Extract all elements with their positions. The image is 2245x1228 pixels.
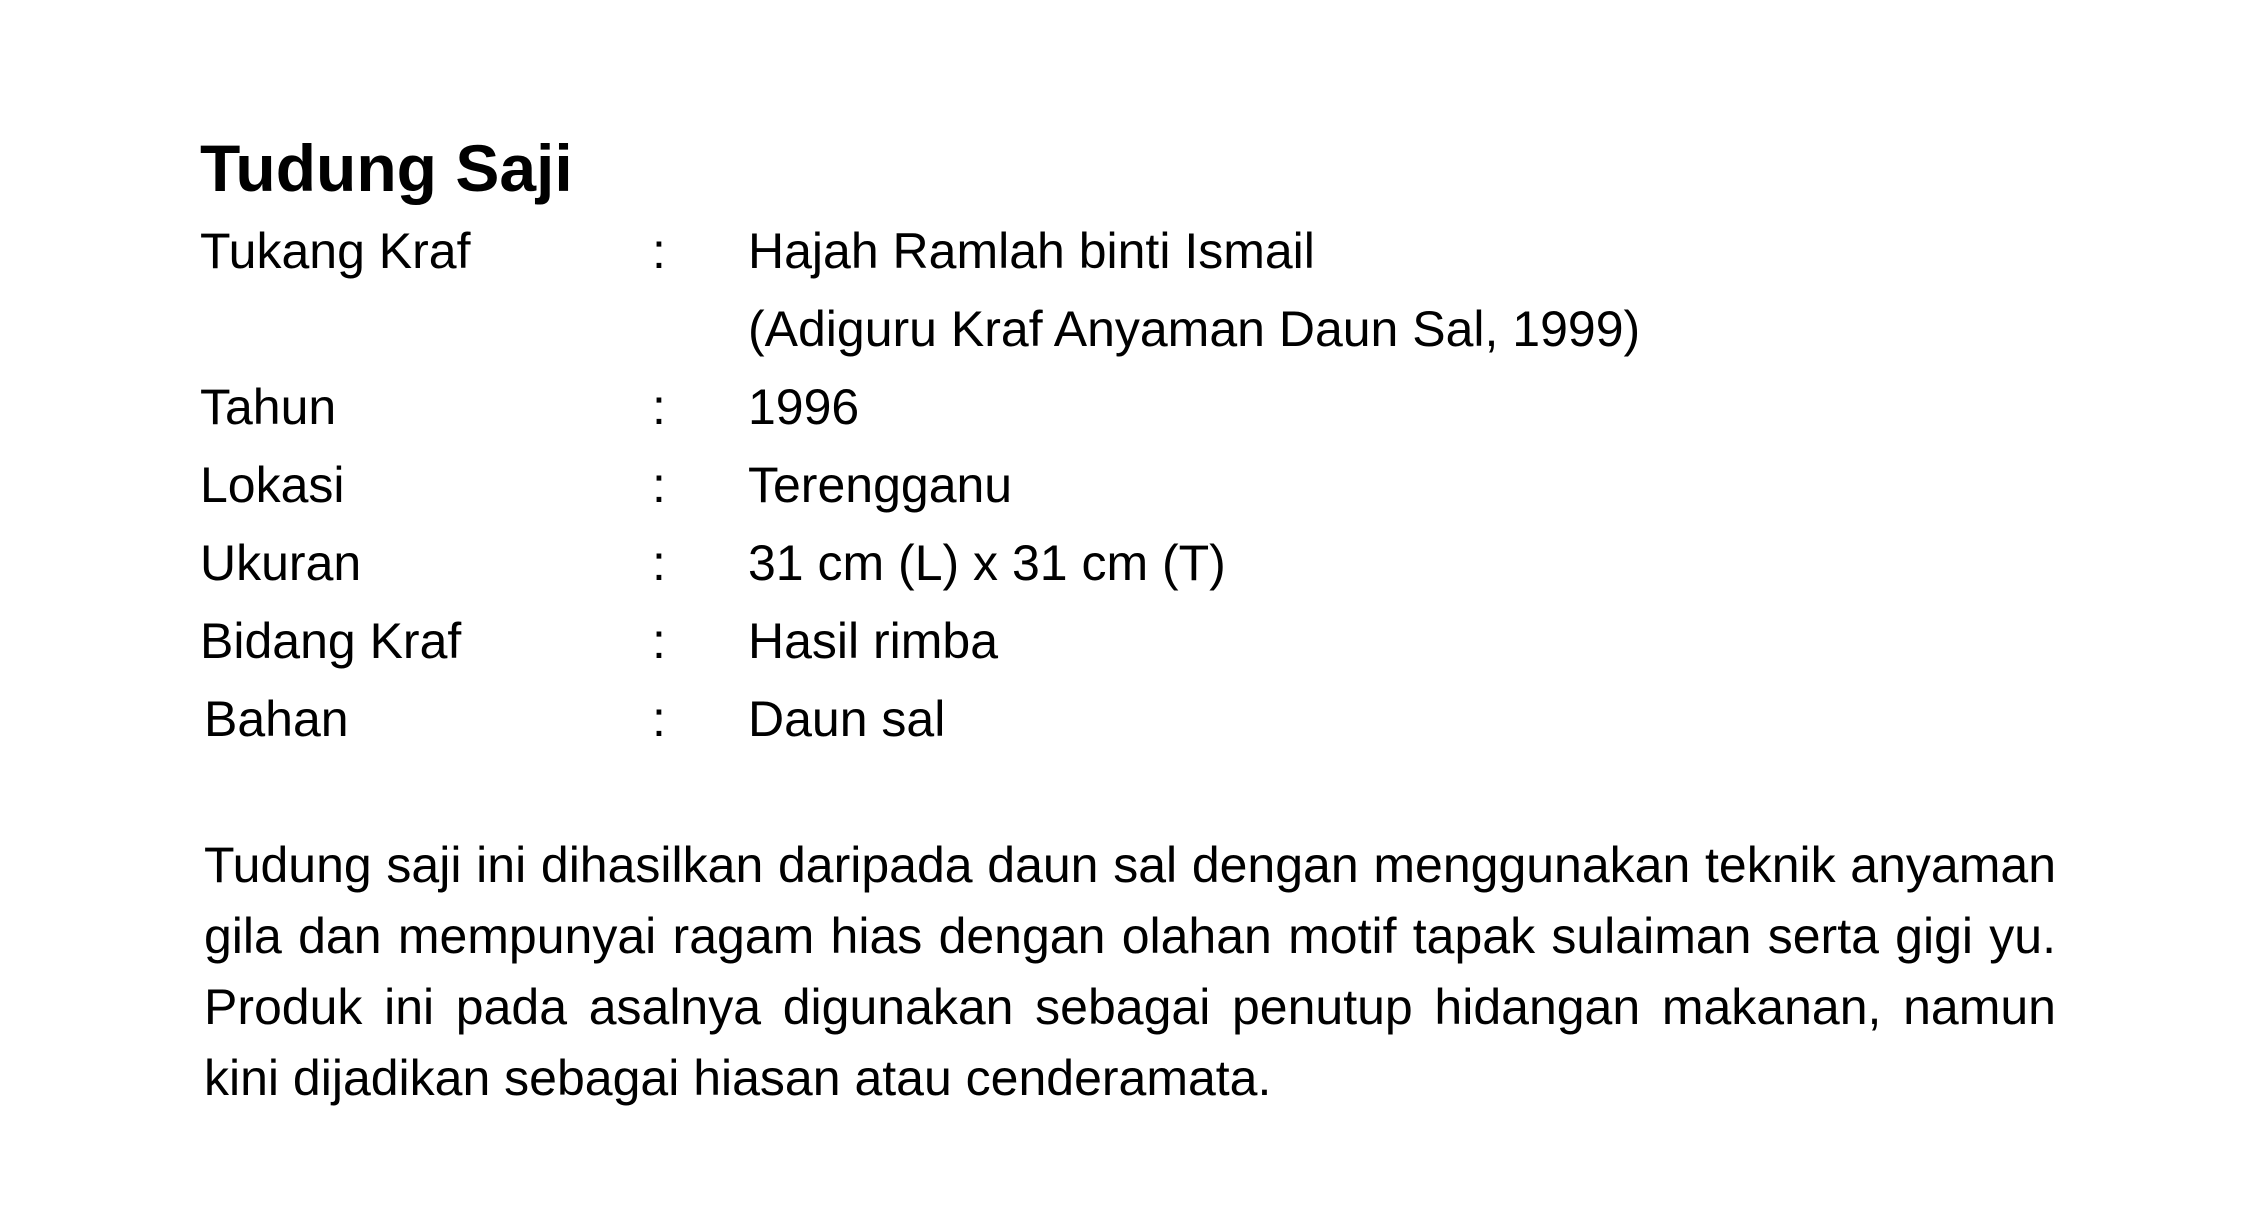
document-title: Tudung Saji bbox=[200, 131, 573, 205]
detail-separator: : bbox=[652, 613, 666, 669]
detail-row-tahun bbox=[200, 368, 1900, 446]
detail-label: Ukuran bbox=[200, 535, 362, 591]
detail-separator: : bbox=[652, 691, 666, 747]
detail-separator: : bbox=[652, 379, 666, 435]
detail-value: 31 cm (L) x 31 cm (T) bbox=[748, 535, 1226, 591]
detail-label: Lokasi bbox=[200, 457, 345, 513]
detail-row-bidang-kraf bbox=[200, 602, 1900, 680]
detail-value bbox=[748, 212, 1640, 368]
detail-separator: : bbox=[652, 457, 666, 513]
detail-separator: : bbox=[652, 535, 666, 591]
details-table bbox=[200, 212, 1900, 758]
detail-value: Hasil rimba bbox=[748, 613, 999, 669]
detail-label: Bahan bbox=[204, 691, 349, 747]
detail-row-ukuran bbox=[200, 524, 1900, 602]
detail-value-main: Hajah Ramlah binti Ismail bbox=[748, 223, 1315, 279]
detail-label: Tukang Kraf bbox=[200, 223, 471, 279]
detail-value: 1996 bbox=[748, 379, 860, 435]
detail-separator: : bbox=[652, 223, 666, 279]
detail-row-bahan bbox=[200, 680, 1900, 758]
detail-value-extra: (Adiguru Kraf Anyaman Daun Sal, 1999) bbox=[748, 301, 1641, 357]
detail-value: Daun sal bbox=[748, 691, 946, 747]
detail-value: Terengganu bbox=[748, 457, 1013, 513]
detail-row-tukang-kraf bbox=[200, 212, 1900, 368]
detail-label: Tahun bbox=[200, 379, 337, 435]
detail-row-lokasi bbox=[200, 446, 1900, 524]
detail-label: Bidang Kraf bbox=[200, 613, 462, 669]
description-paragraph: Tudung saji ini dihasilkan daripada daun sal dengan menggunakan teknik anyaman gila dan mempunyai ragam hias dengan olahan motif tapak sulaiman serta gigi yu. Produk ini pada asalnya digunakan sebagai penutup hidangan makanan, namun kini dijadikan sebagai hiasan atau cenderamata. bbox=[204, 837, 2056, 1106]
